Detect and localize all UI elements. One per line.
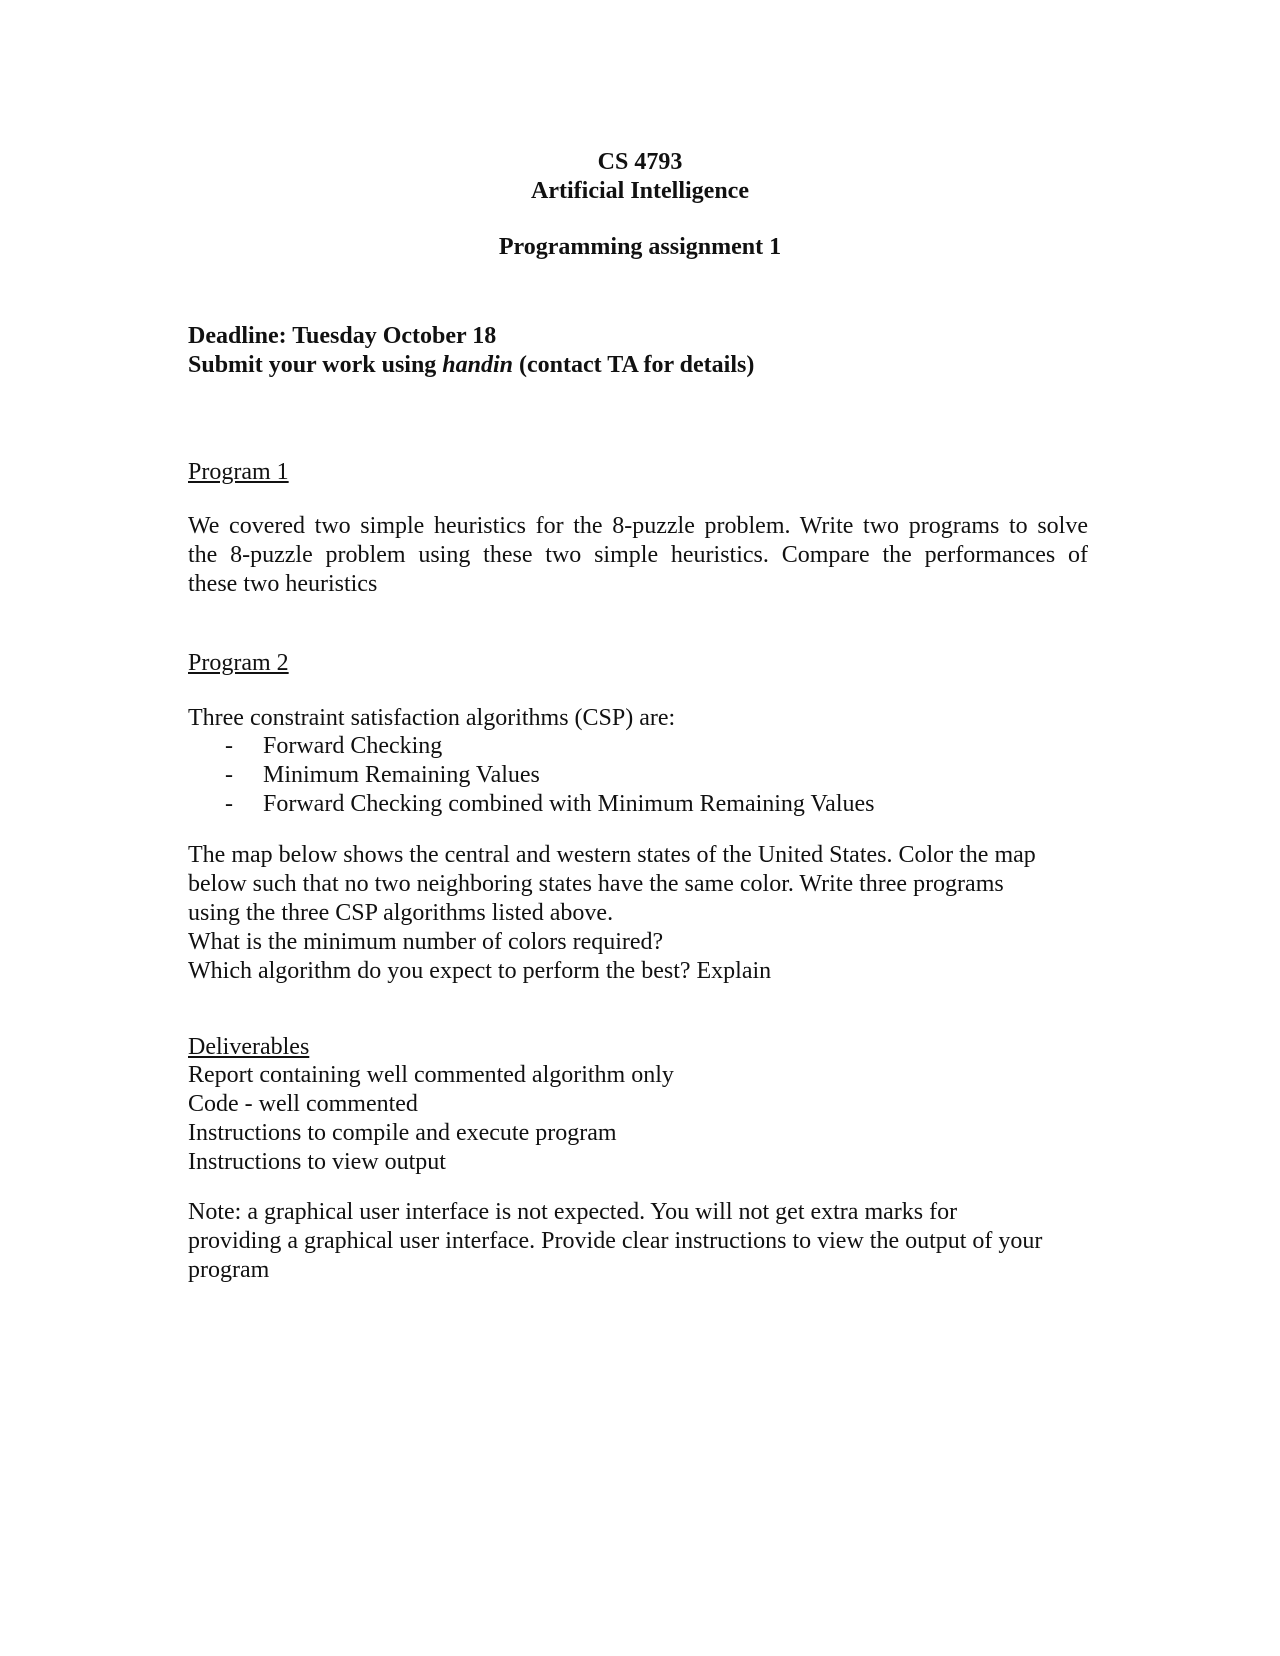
list-item [188, 732, 874, 761]
map-line-1: The map below shows the central and western states of the United States. Color the map [188, 842, 1036, 868]
map-line-2: below such that no two neighboring states have the same color. Write three programs [188, 871, 1004, 897]
note-paragraph [188, 1198, 1088, 1285]
list-item: Code - well commented [188, 1091, 418, 1117]
algorithm-name: Forward Checking combined with Minimum Remaining Values [263, 791, 875, 817]
list-item: Report containing well commented algorithm only [188, 1062, 674, 1088]
bullet-dash: - [225, 733, 233, 759]
algorithm-name: Forward Checking [263, 733, 443, 759]
deliverables-list [188, 1061, 1088, 1177]
program2-heading: Program 2 [188, 650, 289, 676]
program1-line-1: We covered two simple heuristics for the 8-puzzle problem. Write two programs to solve [188, 513, 1088, 539]
map-line-3: using the three CSP algorithms listed above. [188, 900, 614, 926]
list-item [188, 790, 874, 819]
map-line-5: Which algorithm do you expect to perform the best? Explain [188, 958, 772, 984]
map-line-4: What is the minimum number of colors required? [188, 929, 664, 955]
deadline-line: Deadline: Tuesday October 18 [188, 323, 497, 349]
program1-description [188, 512, 1088, 599]
submission-prefix: Submit your work using [188, 352, 443, 378]
list-item: Instructions to view output [188, 1149, 446, 1175]
submission-line [188, 351, 1088, 380]
bullet-dash: - [225, 762, 233, 788]
course-code: CS 4793 [597, 149, 683, 175]
program2-intro: Three constraint satisfaction algorithms (CSP) are: [188, 705, 676, 731]
bullet-dash: - [225, 791, 233, 817]
submission-suffix: (contact TA for details) [513, 352, 755, 378]
note-line-2: providing a graphical user interface. Provide clear instructions to view the output of your [188, 1228, 1043, 1254]
csp-algorithm-list [188, 732, 874, 819]
assignment-title: Programming assignment 1 [498, 234, 782, 260]
note-line-1: Note: a graphical user interface is not expected. You will not get extra marks for [188, 1199, 958, 1225]
course-name: Artificial Intelligence [531, 178, 749, 204]
note-line-3: program [188, 1257, 270, 1283]
map-coloring-description [188, 841, 1088, 986]
title-block [0, 148, 1280, 262]
deliverables-heading: Deliverables [188, 1034, 310, 1060]
program1-line-2: the 8-puzzle problem using these two simple heuristics. Compare the performances of [188, 542, 1088, 568]
title-gap [0, 206, 1280, 233]
list-item: Instructions to compile and execute program [188, 1120, 617, 1146]
list-item [188, 761, 874, 790]
program1-line-3: these two heuristics [188, 571, 378, 597]
algorithm-name: Minimum Remaining Values [263, 762, 540, 788]
deadline-block [188, 322, 1088, 380]
handin-emphasis: handin [442, 352, 514, 378]
program1-heading: Program 1 [188, 459, 289, 485]
